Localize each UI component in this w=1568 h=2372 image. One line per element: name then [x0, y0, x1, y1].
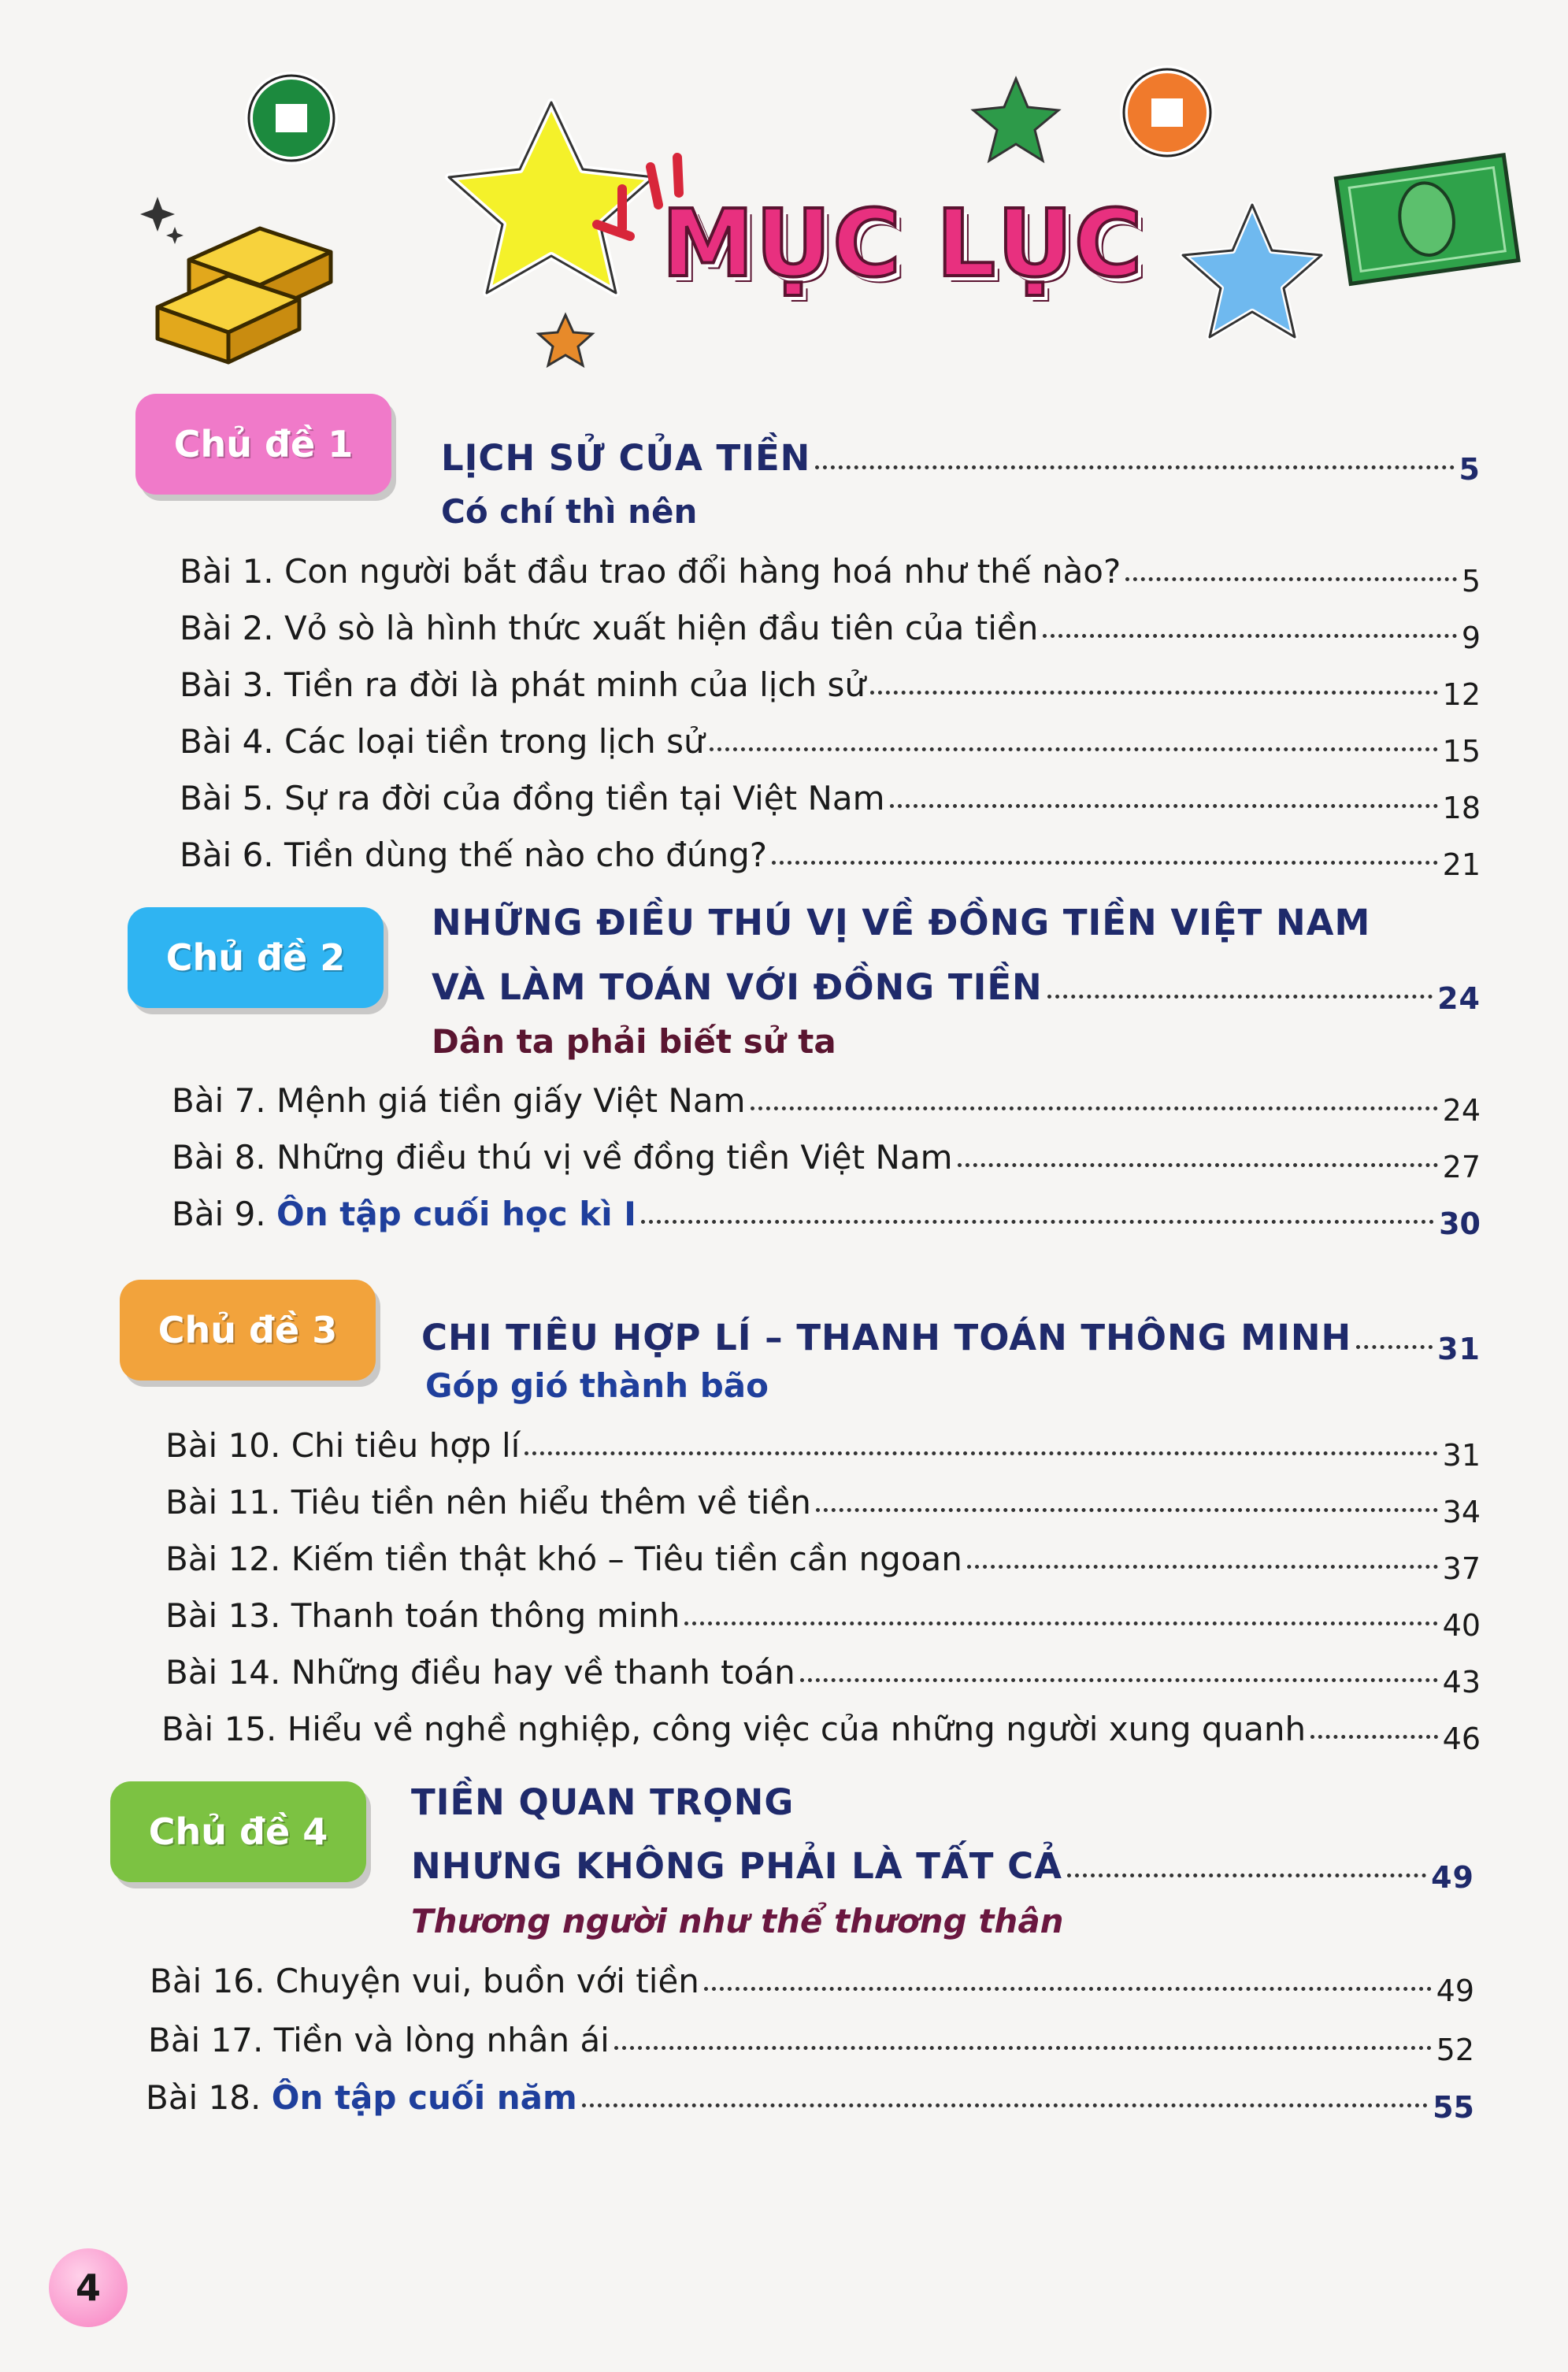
- topic-3-subtitle: Góp gió thành bão: [425, 1366, 769, 1405]
- green-star-icon: [973, 79, 1058, 161]
- toc-entry[interactable]: Bài 17. Tiền và lòng nhân ái 52: [148, 2021, 1474, 2067]
- topic-1-title: LỊCH SỬ CỦA TIỀN: [441, 437, 811, 479]
- topic-2-title-line-1: NHỮNG ĐIỀU THÚ VỊ VỀ ĐỒNG TIỀN VIỆT NAM: [432, 902, 1371, 943]
- toc-entry[interactable]: Bài 14. Những điều hay về thanh toán 43: [165, 1653, 1481, 1699]
- toc-entry[interactable]: Bài 13. Thanh toán thông minh 40: [165, 1596, 1481, 1643]
- blue-star-icon: [1183, 205, 1321, 337]
- leader-dots: [815, 465, 1454, 469]
- topic-2-badge: Chủ đề 2: [128, 907, 384, 1008]
- toc-entry[interactable]: Bài 5. Sự ra đời của đồng tiền tại Việt Nam 18: [180, 779, 1481, 825]
- topic-4-badge: Chủ đề 4: [110, 1781, 366, 1882]
- toc-entry[interactable]: Bài 12. Kiếm tiền thật khó – Tiêu tiền cần ngoan 37: [165, 1540, 1481, 1586]
- topic-3-page: 31: [1437, 1332, 1481, 1366]
- toc-entry[interactable]: Bài 15. Hiểu về nghề nghiệp, công việc của những người xung quanh 46: [161, 1710, 1481, 1756]
- topic-3-title: CHI TIÊU HỢP LÍ – THANH TOÁN THÔNG MINH: [421, 1317, 1352, 1358]
- toc-entry[interactable]: Bài 9. Ôn tập cuối học kì I 30: [172, 1195, 1481, 1241]
- topic-1-page: 5: [1459, 452, 1481, 487]
- toc-entry[interactable]: Bài 6. Tiền dùng thế nào cho đúng? 21: [180, 836, 1481, 882]
- topic-2-page: 24: [1437, 981, 1481, 1016]
- topic-2-title-line-2: VÀ LÀM TOÁN VỚI ĐỒNG TIỀN: [432, 966, 1043, 1008]
- topic-4-title-line-2: NHƯNG KHÔNG PHẢI LÀ TẤT CẢ: [411, 1845, 1063, 1887]
- toc-entry[interactable]: Bài 4. Các loại tiền trong lịch sử 15: [180, 722, 1481, 769]
- topic-2-subtitle: Dân ta phải biết sử ta: [432, 1022, 836, 1061]
- toc-entry[interactable]: Bài 16. Chuyện vui, buồn với tiền 49: [150, 1962, 1474, 2008]
- toc-entry[interactable]: Bài 18. Ôn tập cuối năm 55: [146, 2078, 1474, 2125]
- review-highlight: Ôn tập cuối học kì I: [276, 1195, 636, 1233]
- toc-entry[interactable]: Bài 2. Vỏ sò là hình thức xuất hiện đầu tiên của tiền 9: [180, 609, 1481, 655]
- banknote-icon: [1336, 155, 1518, 284]
- topic-3-badge: Chủ đề 3: [120, 1280, 376, 1381]
- leader-dots: [1047, 995, 1433, 999]
- small-orange-star-icon: [539, 315, 592, 365]
- leader-dots: [1356, 1345, 1433, 1349]
- leader-dots: [1067, 1874, 1426, 1877]
- page-title: MỤC LỤC: [662, 189, 1144, 298]
- review-highlight: Ôn tập cuối năm: [271, 2078, 577, 2117]
- page-number: 4: [49, 2248, 128, 2327]
- gold-bars-icon: [158, 228, 331, 362]
- topic-4-title-line-1: TIỀN QUAN TRỌNG: [411, 1781, 795, 1823]
- topic-4-subtitle: Thương người như thể thương thân: [411, 1902, 1064, 1940]
- topic-1-subtitle: Có chí thì nên: [441, 492, 698, 531]
- orange-coin-icon: [1124, 69, 1210, 156]
- topic-2-title-row[interactable]: [432, 961, 1481, 1016]
- toc-entry[interactable]: Bài 7. Mệnh giá tiền giấy Việt Nam 24: [172, 1081, 1481, 1128]
- toc-entry[interactable]: Bài 1. Con người bắt đầu trao đổi hàng hoá như thế nào? 5: [180, 552, 1481, 599]
- toc-entry[interactable]: Bài 8. Những điều thú vị về đồng tiền Việt Nam 27: [172, 1138, 1481, 1184]
- green-coin-icon: [249, 76, 334, 161]
- sparkle-icon: [140, 197, 183, 244]
- topic-1-badge: Chủ đề 1: [135, 394, 391, 495]
- toc-entry[interactable]: Bài 3. Tiền ra đời là phát minh của lịch sử 12: [180, 665, 1481, 712]
- topic-3-title-row[interactable]: [421, 1311, 1481, 1366]
- topic-4-title-row[interactable]: [411, 1840, 1474, 1895]
- topic-4-page: 49: [1431, 1860, 1474, 1895]
- toc-entry[interactable]: Bài 10. Chi tiêu hợp lí 31: [165, 1426, 1481, 1473]
- toc-entry[interactable]: Bài 11. Tiêu tiền nên hiểu thêm về tiền 34: [165, 1483, 1481, 1529]
- topic-1-title-row[interactable]: [441, 432, 1481, 487]
